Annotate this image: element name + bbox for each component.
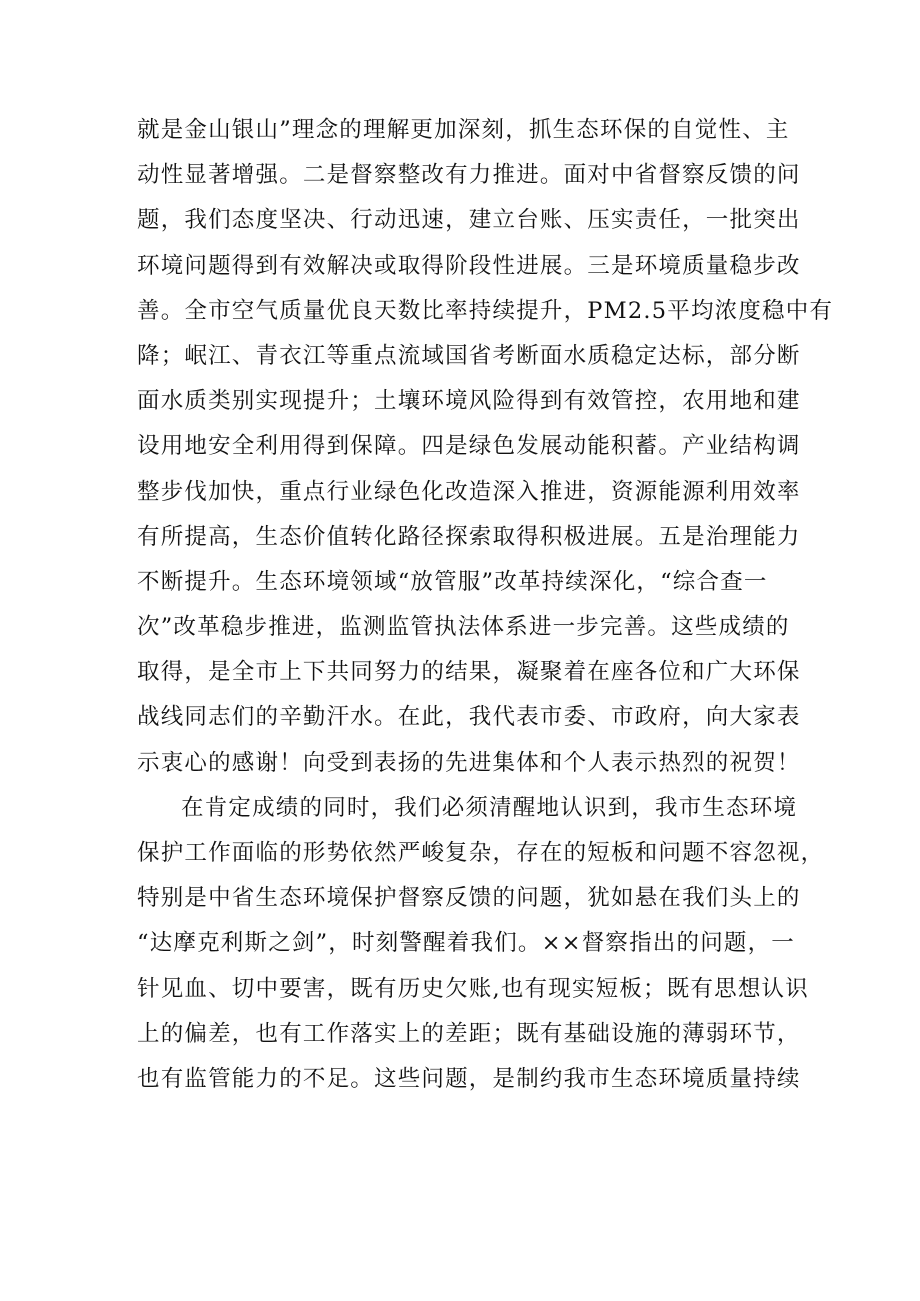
text-line: 就是金山银山”理念的理解更加深刻，抓生态环保的自觉性、主: [137, 117, 790, 143]
text-line: “达摩克利斯之剑”，时刻警醒着我们。××督察指出的问题，一: [137, 930, 796, 957]
text-line: 不断提升。生态环境领域“放管服”改革持续深化，“综合查一: [137, 568, 768, 595]
text-line: 也有监管能力的不足。这些问题，是制约我市生态环境质量持续: [137, 1065, 801, 1092]
text-line: 面水质类别实现提升；土壤环境风险得到有效管控，农用地和建: [137, 388, 801, 415]
text-line: 整步伐加快，重点行业绿色化改造深入推进，资源能源利用效率: [137, 478, 801, 505]
text-line: 特别是中省生态环境保护督察反馈的问题，犹如悬在我们头上的: [137, 885, 801, 912]
text-line: 保护工作面临的形势依然严峻复杂，存在的短板和问题不容忽视，: [137, 840, 825, 866]
text-line: 有所提高，生态价值转化路径探索取得积极进展。五是治理能力: [137, 523, 801, 550]
text-line: 次”改革稳步推进，监测监管执法体系进一步完善。这些成绩的: [137, 614, 790, 641]
text-line: 取得，是全市上下共同努力的结果，凝聚着在座各位和广大环保: [137, 659, 801, 686]
text-line: 示衷心的感谢！向受到表扬的先进集体和个人表示热烈的祝贺！: [137, 749, 801, 776]
text-line: 善。全市空气质量优良天数比率持续提升，PM2.5平均浓度稳中有: [137, 297, 834, 324]
body-text: [137, 108, 834, 1102]
text-line: 设用地安全利用得到保障。四是绿色发展动能积蓄。产业结构调: [137, 433, 801, 460]
text-line: 降；岷江、青衣江等重点流域国省考断面水质稳定达标，部分断: [137, 342, 801, 369]
paragraph-start-line: 在肯定成绩的同时，我们必须清醒地认识到，我市生态环境: [181, 794, 798, 821]
text-line: 环境问题得到有效解决或取得阶段性进展。三是环境质量稳步改: [137, 252, 801, 279]
text-line: 题，我们态度坚决、行动迅速，建立台账、压实责任，一批突出: [137, 207, 801, 234]
text-line: 上的偏差，也有工作落实上的差距；既有基础设施的薄弱环节，: [137, 1020, 801, 1047]
text-line: 动性显著增强。二是督察整改有力推进。面对中省督察反馈的问: [137, 162, 801, 189]
text-line: 针见血、切中要害，既有历史欠账,也有现实短板；既有思想认识: [137, 975, 809, 1002]
text-line: 战线同志们的辛勤汗水。在此，我代表市委、市政府，向大家表: [137, 704, 801, 731]
